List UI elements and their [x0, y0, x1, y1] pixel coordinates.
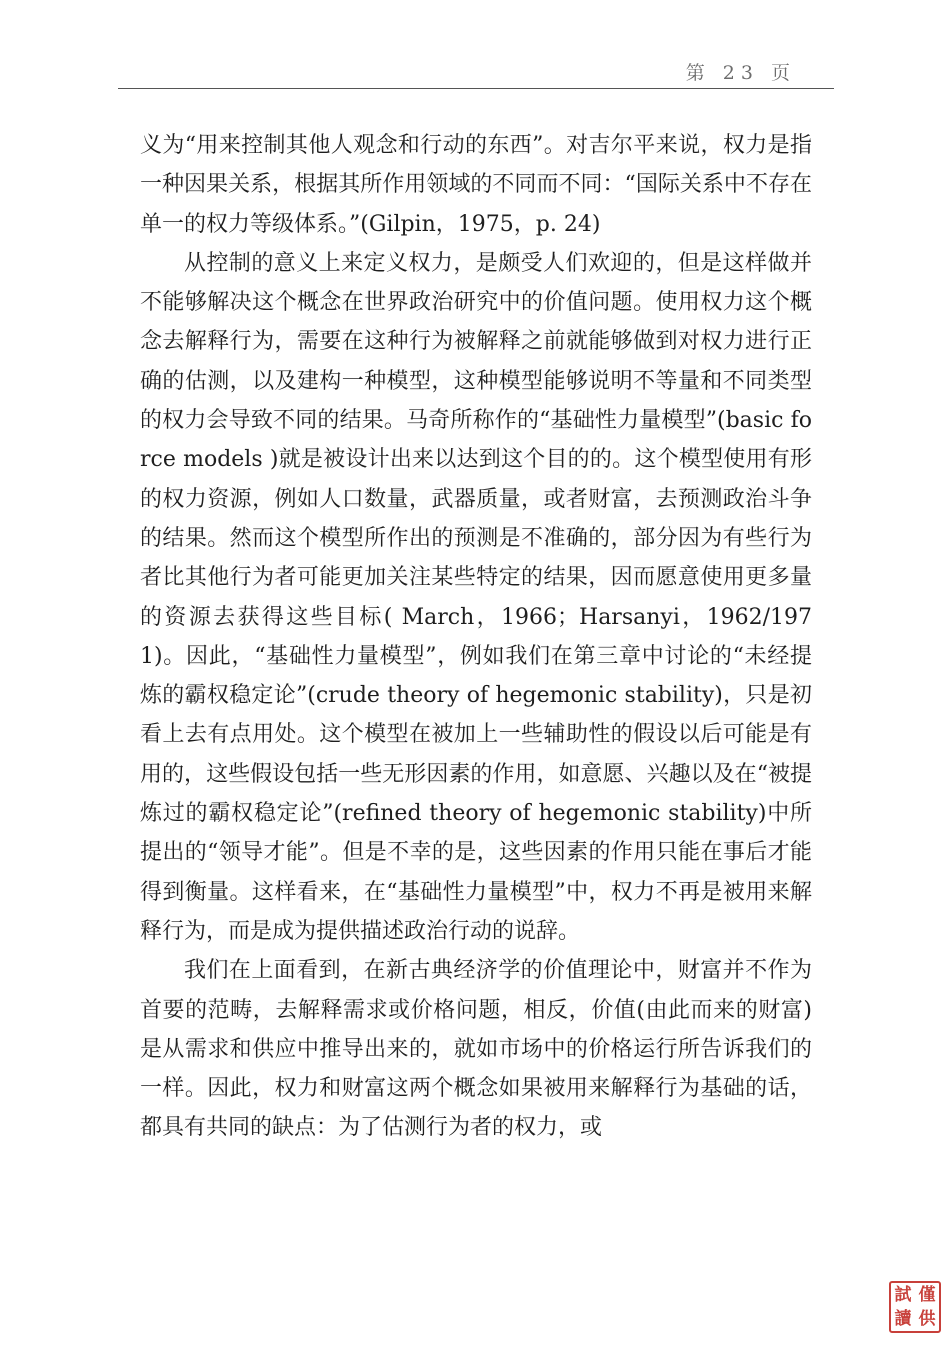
page-number: 第 23 页: [685, 62, 796, 84]
stamp-char: 供: [918, 1308, 936, 1329]
stamp-char: 僅: [918, 1284, 936, 1305]
header-divider: [118, 88, 834, 89]
paragraph-3: 我们在上面看到，在新古典经济学的价值理论中，财富并不作为首要的范畴，去解释需求或价格问题，相反，价值(由此而来的财富)是从需求和供应中推导出来的，就如市场中的价格运行所告诉我们的一样。因此，权力和财富这两个概念如果被用来解释行为基础的话，都具有共同的缺点：为了估测行为者的权力，或: [140, 958, 812, 1141]
paragraph-1: 义为“用来控制其他人观念和行动的东西”。对吉尔平来说，权力是指一种因果关系，根据其所作用领域的不同而不同：“国际关系中不存在单一的权力等级体系。”(Gilpin，1975，p. 24): [140, 133, 812, 237]
stamp-char: 試: [894, 1284, 912, 1305]
trial-reading-stamp: [889, 1281, 941, 1333]
document-body: [140, 126, 812, 1148]
paragraph-2: 从控制的意义上来定义权力，是颇受人们欢迎的，但是这样做并不能够解决这个概念在世界政治研究中的价值问题。使用权力这个概念去解释行为，需要在这种行为被解释之前就能够做到对权力进行正确的估测，以及建构一种模型，这种模型能够说明不等量和不同类型的权力会导致不同的结果。马奇所称作的“基础性力量模型”(basic force models )就是被设计出来以达到这个目的的。这个模型使用有形的权力资源，例如人口数量，武器质量，或者财富，去预测政治斗争的结果。然而这个模型所作出的预测是不准确的，部分因为有些行为者比其他行为者可能更加关注某些特定的结果，因而愿意使用更多量的资源去获得这些目标( March，1966；Harsanyi，1962/1971)。因此，“基础性力量模型”，例如我们在第三章中讨论的“未经提炼的霸权稳定论”(crude theory of hegemonic stability)，只是初看上去有点用处。这个模型在被加上一些辅助性的假设以后可能是有用的，这些假设包括一些无形因素的作用，如意愿、兴趣以及在“被提炼过的霸权稳定论”(refined theory of hegemonic stability)中所提出的“领导才能”。但是不幸的是，这些因素的作用只能在事后才能得到衡量。这样看来，在“基础性力量模型”中，权力不再是被用来解释行为，而是成为提供描述政治行动的说辞。: [140, 250, 812, 944]
stamp-char: 讀: [894, 1308, 912, 1329]
